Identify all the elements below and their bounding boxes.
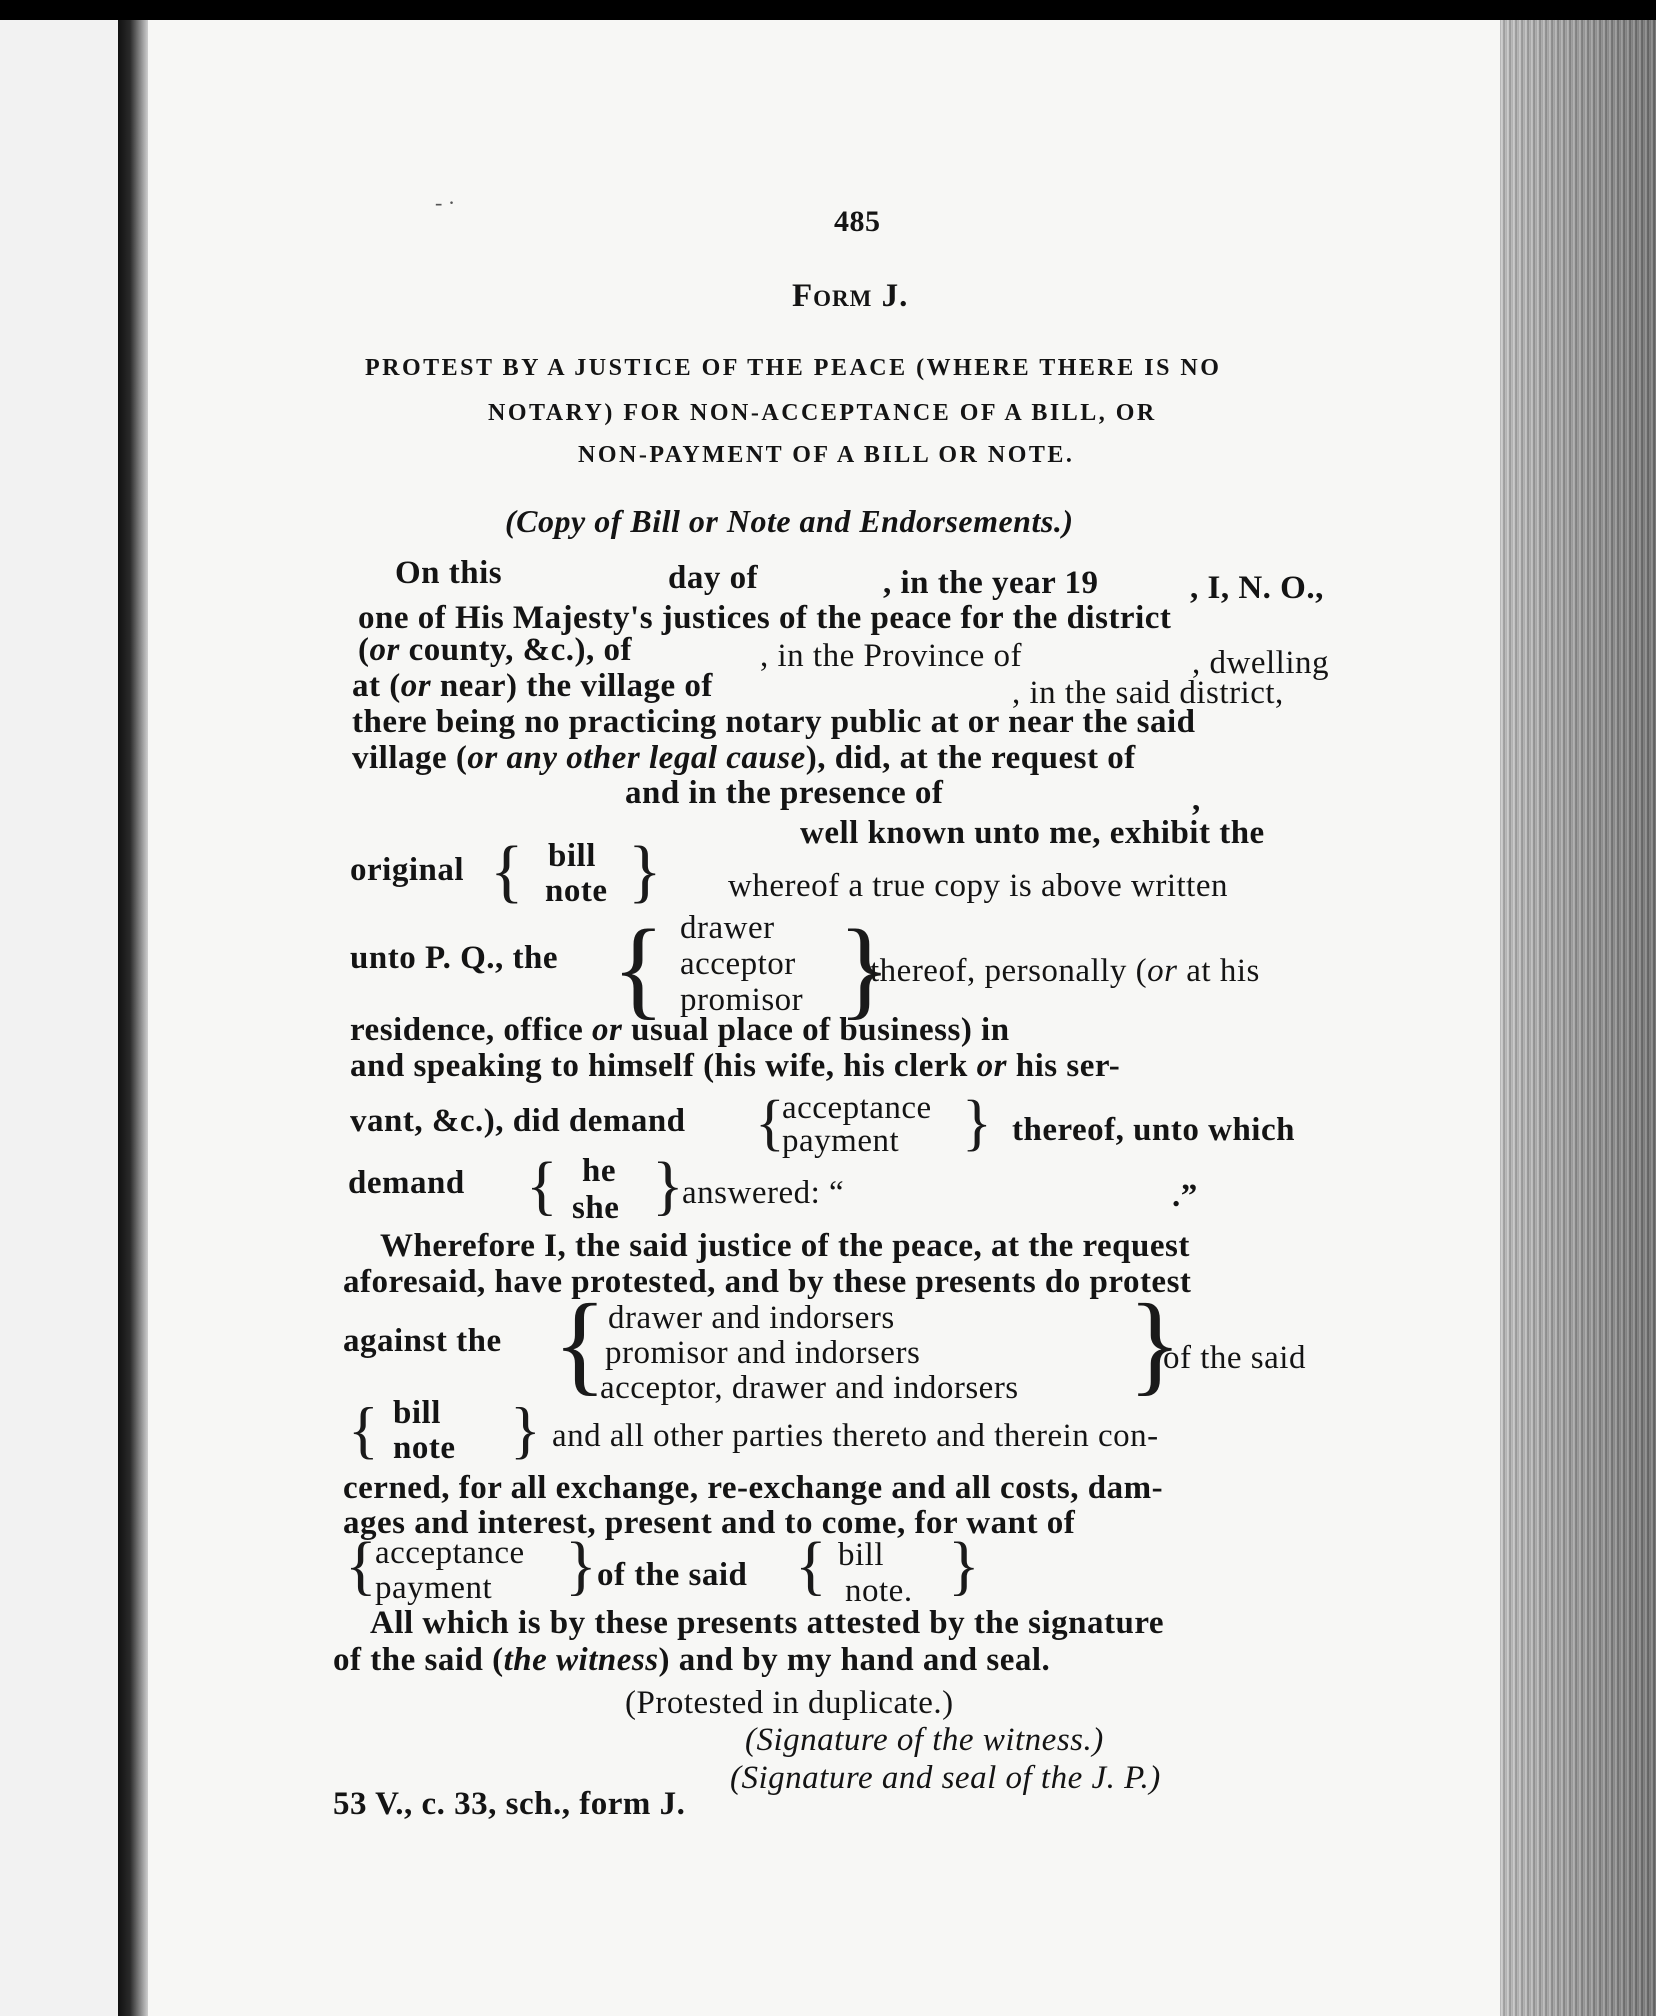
para1-day-of: day of <box>668 560 759 596</box>
demand-opt-she: she <box>572 1190 620 1226</box>
billnote-opt-note: note <box>393 1430 456 1466</box>
wherefore-line-2: aforesaid, have protested, and by these presents do protest <box>343 1264 1192 1300</box>
billnote-tail: and all other parties thereto and therein con- <box>552 1418 1159 1454</box>
against-opt-3: acceptor, drawer and indorsers <box>600 1370 1019 1406</box>
against-opt-1: drawer and indorsers <box>608 1300 895 1336</box>
unto-label: unto P. Q., the <box>350 940 558 976</box>
brace-left: { <box>526 1149 558 1222</box>
citation: 53 V., c. 33, sch., form J. <box>333 1786 686 1822</box>
para1-year: , in the year 19 <box>883 565 1099 601</box>
para1-line-4a: at (or near) the village of <box>352 668 713 704</box>
demand-opt-he: he <box>582 1153 616 1189</box>
against-label: against the <box>343 1323 502 1359</box>
page-edges-stack <box>1500 20 1656 2016</box>
unto-opt-drawer: drawer <box>680 910 775 946</box>
unto-tail: thereof, personally (or at his <box>870 953 1260 989</box>
brace-right: } <box>652 1149 684 1222</box>
speaking-line: and speaking to himself (his wife, his clerk or his ser- <box>350 1048 1121 1084</box>
brace-left: { <box>795 1529 827 1602</box>
para1-line-7-comma: , <box>1192 782 1201 818</box>
book-gutter <box>118 20 148 2016</box>
original-opt-bill: bill <box>548 838 596 874</box>
para1-line-7: and in the presence of <box>625 775 944 811</box>
brace-left: { <box>345 1529 377 1602</box>
want-opt-payment: payment <box>375 1570 493 1606</box>
cerned-line-2: ages and interest, present and to come, for want of <box>343 1505 1076 1541</box>
brace-right: } <box>962 1089 992 1157</box>
want-opt-acceptance: acceptance <box>375 1535 525 1571</box>
para1-line-4b: , in the said district, <box>1012 675 1284 711</box>
para1-line-5: there being no practicing notary public at or near the said <box>352 704 1196 740</box>
want-opt-bill: bill <box>838 1537 885 1573</box>
brace-right: } <box>838 907 891 1029</box>
page-number: 485 <box>834 205 881 238</box>
vant-opt-acceptance: acceptance <box>782 1090 932 1126</box>
want-mid: of the said <box>597 1557 748 1593</box>
para1-line-8: well known unto me, exhibit the <box>800 815 1265 851</box>
heading-line-1: PROTEST BY A JUSTICE OF THE PEACE (WHERE THERE IS NO <box>365 355 1222 381</box>
signature-jp: (Signature and seal of the J. P.) <box>730 1760 1161 1796</box>
vant-label: vant, &c.), did demand <box>350 1103 686 1139</box>
form-title: Form J. <box>792 278 909 314</box>
attest-line-2: of the said (the witness) and by my hand and seal. <box>333 1642 1051 1678</box>
copy-line: (Copy of Bill or Note and Endorsements.) <box>505 503 1074 539</box>
left-page-edge <box>0 20 118 2016</box>
brace-right: } <box>948 1529 980 1602</box>
against-opt-2: promisor and indorsers <box>605 1335 921 1371</box>
para1-line-6: village (or any other legal cause), did, at the request of <box>352 740 1136 776</box>
residence-line: residence, office or usual place of business) in <box>350 1012 1010 1048</box>
original-opt-note: note <box>545 873 608 909</box>
brace-right: } <box>510 1394 541 1465</box>
signature-witness: (Signature of the witness.) <box>745 1722 1104 1758</box>
unto-opt-promisor: promisor <box>680 982 804 1018</box>
attest-line-1: All which is by these presents attested by the signature <box>370 1605 1165 1641</box>
demand-close-quote: .” <box>1172 1178 1198 1214</box>
unto-opt-acceptor: acceptor <box>680 946 796 982</box>
heading-line-2: NOTARY) FOR NON-ACCEPTANCE OF A BILL, OR <box>488 400 1157 426</box>
demand-answered: answered: “ <box>682 1175 845 1211</box>
wherefore-line-1: Wherefore I, the said justice of the peace, at the request <box>380 1228 1190 1264</box>
brace-left: { <box>612 907 665 1029</box>
brace-left: { <box>348 1394 379 1465</box>
para1-line-2: one of His Majesty's justices of the peace for the district <box>358 600 1172 636</box>
brace-left: { <box>490 833 524 910</box>
para1-line-3a: (or county, &c.), of <box>358 632 632 668</box>
brace-right: } <box>565 1529 597 1602</box>
para1-on-this: On this <box>395 555 503 591</box>
scan-mark: - · <box>435 190 456 215</box>
para1-line-3c: , dwelling <box>1192 645 1329 681</box>
original-tail: whereof a true copy is above written <box>728 868 1228 904</box>
want-opt-note: note. <box>845 1573 913 1609</box>
vant-tail: thereof, unto which <box>1012 1112 1295 1148</box>
brace-left: { <box>553 1282 607 1406</box>
para1-name: , I, N. O., <box>1190 570 1324 606</box>
vant-opt-payment: payment <box>782 1123 900 1159</box>
brace-left: { <box>755 1089 785 1157</box>
brace-right: } <box>1128 1282 1182 1406</box>
against-tail: of the said <box>1163 1340 1306 1376</box>
cerned-line-1: cerned, for all exchange, re-exchange and all costs, dam- <box>343 1470 1164 1506</box>
billnote-opt-bill: bill <box>393 1395 441 1431</box>
protested-line: (Protested in duplicate.) <box>625 1685 954 1721</box>
brace-right: } <box>628 833 662 910</box>
demand-label: demand <box>348 1165 465 1201</box>
original-label: original <box>350 852 465 888</box>
para1-line-3b: , in the Province of <box>760 638 1023 674</box>
heading-line-3: NON-PAYMENT OF A BILL OR NOTE. <box>578 442 1075 468</box>
